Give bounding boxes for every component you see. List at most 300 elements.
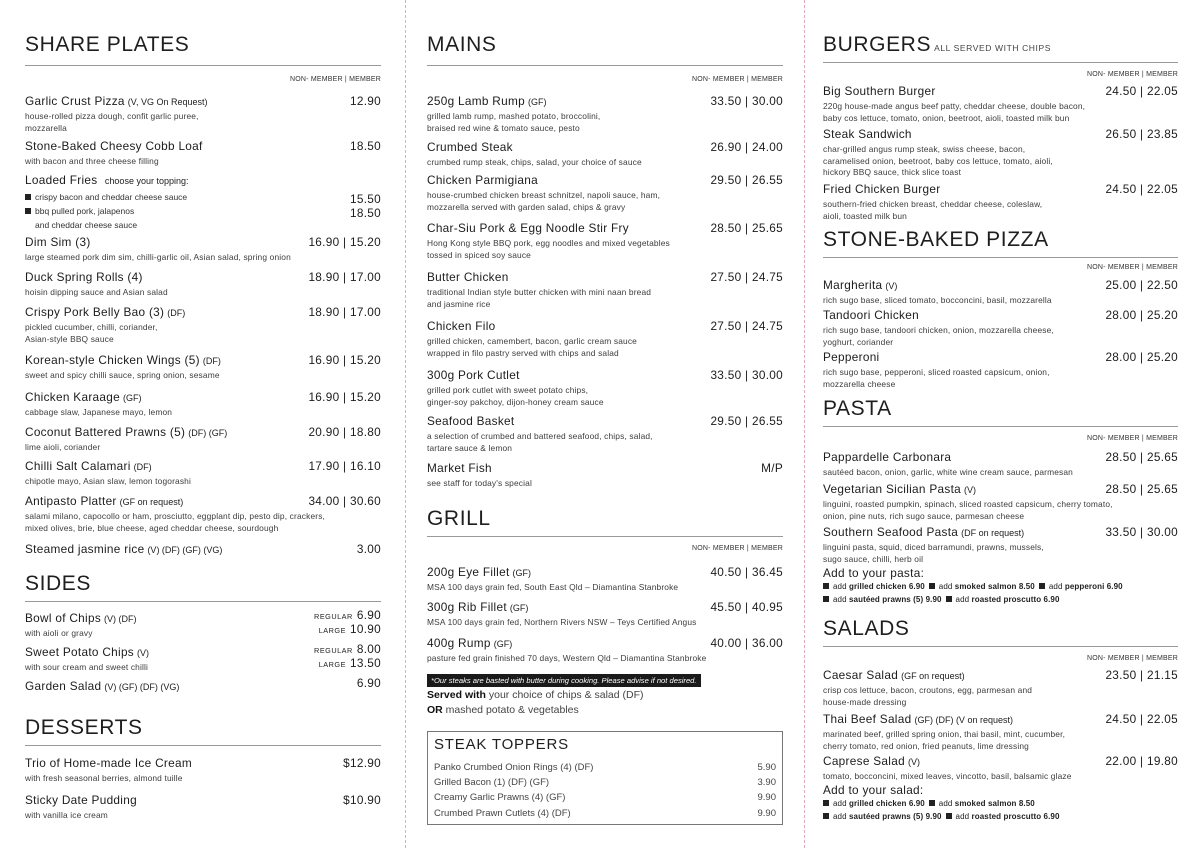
item-price: 18.50 bbox=[349, 139, 381, 153]
section-rule bbox=[25, 601, 381, 602]
item-price: 33.50 | 30.00 bbox=[710, 94, 783, 108]
addon-option bbox=[929, 582, 1035, 591]
item-price: 20.90 | 18.80 bbox=[308, 425, 381, 439]
size-price bbox=[314, 657, 381, 671]
menu-item bbox=[427, 92, 783, 133]
item-name: Garlic Crust Pizza bbox=[25, 94, 125, 108]
item-description: aioli, toasted milk bun bbox=[823, 210, 907, 221]
menu-item bbox=[427, 317, 783, 358]
dietary-tag: (V) bbox=[885, 281, 898, 291]
item-price: 29.50 | 26.55 bbox=[710, 173, 783, 187]
burgers-header bbox=[823, 33, 1178, 60]
menu-item-title bbox=[823, 448, 951, 466]
item-price: 13.50 bbox=[349, 656, 381, 670]
dietary-tag: (GF) bbox=[123, 393, 142, 403]
side-item bbox=[25, 677, 381, 695]
menu-item-row bbox=[823, 480, 1178, 498]
menu-item-row bbox=[25, 492, 381, 510]
item-price: 15.50 bbox=[349, 192, 381, 206]
option-label: bbq pulled pork, jalapenos bbox=[35, 206, 135, 216]
menu-item bbox=[25, 457, 381, 487]
item-price: 33.50 | 30.00 bbox=[710, 368, 783, 382]
menu-item-title bbox=[427, 138, 513, 156]
bullet-icon bbox=[946, 813, 952, 819]
bullet-icon bbox=[929, 800, 935, 806]
item-description: traditional Indian style butter chicken with mini naan bread bbox=[427, 287, 652, 297]
menu-item bbox=[427, 366, 783, 407]
item-description: pasture fed grain finished 70 days, Western Qld – Diamantina Stanbroke bbox=[427, 653, 707, 663]
item-name: Char-Siu Pork & Egg Noodle Stir Fry bbox=[427, 221, 629, 235]
menu-item bbox=[25, 492, 381, 533]
bullet-icon bbox=[823, 596, 829, 602]
topper-name: Grilled Bacon (1) (DF) (GF) bbox=[434, 777, 550, 789]
dietary-tag: (DF) (GF) bbox=[188, 428, 228, 438]
item-price: 25.00 | 22.50 bbox=[1105, 278, 1178, 292]
dietary-tag: (DF) bbox=[202, 356, 221, 366]
item-name: Trio of Home-made Ice Cream bbox=[25, 756, 192, 770]
menu-item bbox=[427, 459, 783, 489]
menu-item-title bbox=[25, 268, 143, 286]
option-label: and cheddar cheese sauce bbox=[35, 220, 138, 230]
item-name: Seafood Basket bbox=[427, 414, 515, 428]
item-description: caramelised onion, beetroot, baby cos lettuce, tomato, aioli, bbox=[823, 155, 1053, 166]
dietary-tag: (DF) bbox=[167, 308, 186, 318]
item-price: 18.90 | 17.00 bbox=[308, 270, 381, 284]
loaded-fries-option bbox=[25, 192, 381, 206]
topper-name: Panko Crumbed Onion Rings (4) (DF) bbox=[434, 762, 594, 773]
item-name: Fried Chicken Burger bbox=[823, 182, 941, 196]
menu-item bbox=[823, 523, 1178, 564]
loaded-fries-option bbox=[25, 206, 381, 220]
item-price: 28.00 | 25.20 bbox=[1105, 308, 1178, 322]
addon-verb: add bbox=[833, 595, 847, 604]
item-description: Asian-style BBQ sauce bbox=[25, 333, 114, 344]
menu-item bbox=[823, 125, 1178, 178]
section-rule bbox=[823, 257, 1178, 258]
topper-row bbox=[434, 806, 776, 821]
menu-item bbox=[823, 752, 1178, 782]
item-description: large steamed pork dim sim, chilli-garlic oil, Asian salad, spring onion bbox=[25, 252, 291, 262]
bullet-icon bbox=[1039, 583, 1045, 589]
item-description: mozzarella served with garden salad, chips & gravy bbox=[427, 201, 626, 212]
menu-item-title bbox=[427, 219, 629, 237]
addon-line bbox=[823, 593, 1178, 606]
item-price: 18.90 | 17.00 bbox=[308, 305, 381, 319]
menu-item-title bbox=[25, 92, 208, 110]
item-description: with sour cream and sweet chilli bbox=[25, 662, 149, 672]
side-row bbox=[25, 643, 381, 673]
menu-item-row bbox=[25, 351, 381, 369]
served-with-label: Served with bbox=[427, 689, 486, 701]
item-name: Garden Salad bbox=[25, 679, 102, 693]
menu-item-title bbox=[25, 351, 221, 369]
dietary-tag: (GF on request) bbox=[901, 671, 965, 681]
dietary-tag: (V) (GF) (DF) (VG) bbox=[104, 682, 180, 692]
item-description: linguini, roasted pumpkin, spinach, sliced roasted capsicum, cherry tomato, bbox=[823, 499, 1113, 509]
menu-item-row bbox=[427, 219, 783, 237]
item-description: wrapped in filo pastry served with chips and salad bbox=[427, 347, 619, 358]
menu-item-row bbox=[823, 306, 1178, 324]
section-title-sides: SIDES bbox=[25, 572, 92, 595]
section-title-burgers: BURGERS bbox=[823, 33, 932, 56]
item-price: 40.00 | 36.00 bbox=[710, 636, 783, 650]
desserts-header bbox=[25, 716, 381, 740]
menu-item-title bbox=[25, 423, 227, 441]
loaded-fries-item bbox=[25, 171, 381, 230]
item-name: 400g Rump bbox=[427, 636, 491, 650]
topper-row bbox=[434, 790, 776, 805]
item-description: house-made dressing bbox=[823, 696, 907, 707]
item-price: 16.90 | 15.20 bbox=[308, 353, 381, 367]
member-price-header: NON- MEMBER | MEMBER bbox=[1087, 655, 1178, 662]
item-description: mozzarella bbox=[25, 122, 67, 133]
menu-item-title bbox=[823, 480, 976, 498]
menu-item bbox=[427, 563, 783, 593]
pasta-addons-title: Add to your pasta: bbox=[823, 566, 925, 580]
section-title-pizza: STONE-BAKED PIZZA bbox=[823, 228, 1049, 251]
item-name: 200g Eye Fillet bbox=[427, 565, 510, 579]
item-price: 16.90 | 15.20 bbox=[308, 390, 381, 404]
menu-item-row bbox=[823, 448, 1178, 466]
item-price: 8.00 bbox=[356, 642, 381, 656]
section-rule bbox=[823, 646, 1178, 647]
section-rule bbox=[427, 536, 783, 537]
menu-item bbox=[823, 710, 1178, 751]
item-price: 26.50 | 23.85 bbox=[1105, 127, 1178, 141]
addon-option bbox=[823, 582, 925, 591]
item-name: Sticky Date Pudding bbox=[25, 793, 137, 807]
addon-line bbox=[823, 580, 1178, 593]
item-description: hoisin dipping sauce and Asian salad bbox=[25, 287, 168, 297]
topper-row bbox=[434, 775, 776, 790]
menu-item bbox=[25, 351, 381, 381]
topper-price: 9.90 bbox=[757, 792, 776, 804]
item-description: baby cos lettuce, tomato, onion, beetroot, aioli, toasted milk bun bbox=[823, 112, 1070, 123]
size-label: LARGE bbox=[318, 626, 346, 635]
addon-option bbox=[946, 812, 1060, 821]
menu-item-row bbox=[25, 92, 381, 110]
member-price-header: NON- MEMBER | MEMBER bbox=[692, 545, 783, 552]
item-description: mixed olives, brie, blue cheese, aged cheddar cheese, sourdough bbox=[25, 522, 279, 533]
item-name: Market Fish bbox=[427, 461, 492, 475]
item-description: tossed in spiced soy sauce bbox=[427, 249, 531, 260]
menu-item-title bbox=[427, 459, 492, 477]
menu-item bbox=[427, 634, 783, 664]
menu-item-row bbox=[427, 317, 783, 335]
item-price: 33.50 | 30.00 bbox=[1105, 525, 1178, 539]
item-description: cabbage slaw, Japanese mayo, lemon bbox=[25, 407, 173, 417]
dietary-tag: (V) (DF) (GF) (VG) bbox=[147, 545, 223, 555]
size-label: REGULAR bbox=[314, 612, 353, 621]
item-description: house-rolled pizza dough, confit garlic puree, bbox=[25, 111, 199, 121]
member-price-header: NON- MEMBER | MEMBER bbox=[290, 76, 381, 83]
item-name: Chicken Karaage bbox=[25, 390, 120, 404]
item-price: 40.50 | 36.45 bbox=[710, 565, 783, 579]
topper-name: Creamy Garlic Prawns (4) (GF) bbox=[434, 792, 566, 804]
bullet-icon bbox=[946, 596, 952, 602]
addon-verb: add bbox=[833, 812, 847, 821]
menu-item-title bbox=[823, 348, 879, 366]
menu-item-row bbox=[427, 366, 783, 384]
section-title-grill: GRILL bbox=[427, 507, 491, 530]
topper-price: 3.90 bbox=[757, 777, 776, 789]
item-price: 28.50 | 25.65 bbox=[1105, 450, 1178, 464]
dessert-row bbox=[25, 793, 381, 807]
item-name: Coconut Battered Prawns (5) bbox=[25, 425, 186, 439]
addon-item: roasted proscutto 6.90 bbox=[971, 595, 1060, 604]
item-description: tartare sauce & lemon bbox=[427, 442, 513, 453]
side-title bbox=[25, 643, 149, 661]
menu-item-title bbox=[427, 92, 546, 110]
item-description: rich sugo base, tandoori chicken, onion, mozzarella cheese, bbox=[823, 325, 1054, 335]
bullet-icon bbox=[25, 208, 31, 214]
item-price: 22.00 | 19.80 bbox=[1105, 754, 1178, 768]
dessert-item bbox=[25, 756, 381, 784]
item-price: 24.50 | 22.05 bbox=[1105, 182, 1178, 196]
dietary-tag: (GF) bbox=[512, 568, 532, 578]
menu-item bbox=[25, 303, 381, 344]
member-price-header: NON- MEMBER | MEMBER bbox=[1087, 264, 1178, 271]
item-description: a selection of crumbed and battered seafood, chips, salad, bbox=[427, 431, 653, 441]
dietary-tag: (V, VG On Request) bbox=[127, 97, 208, 107]
menu-item bbox=[25, 92, 381, 133]
item-name: Steak Sandwich bbox=[823, 127, 912, 141]
menu-item bbox=[427, 412, 783, 453]
addon-verb: add bbox=[938, 582, 953, 591]
menu-item-row bbox=[25, 303, 381, 321]
menu-item bbox=[25, 388, 381, 418]
item-description: crumbed rump steak, chips, salad, your choice of sauce bbox=[427, 157, 642, 167]
item-description: braised red wine & tomato sauce, pesto bbox=[427, 122, 580, 133]
item-name: Pappardelle Carbonara bbox=[823, 450, 952, 464]
item-price: 6.90 bbox=[356, 676, 381, 690]
item-description: sugo sauce, chilli, herb oil bbox=[823, 553, 924, 564]
item-description: house-crumbed chicken breast schnitzel, napoli sauce, ham, bbox=[427, 190, 661, 200]
item-name: 300g Rib Fillet bbox=[427, 600, 507, 614]
item-name: Caesar Salad bbox=[823, 668, 899, 682]
menu-item-row bbox=[823, 710, 1178, 728]
item-description: Hong Kong style BBQ pork, egg noodles and mixed vegetables bbox=[427, 238, 670, 248]
addon-item: sautéed prawns (5) 9.90 bbox=[848, 812, 942, 821]
menu-item bbox=[823, 82, 1178, 123]
menu-item-title bbox=[823, 710, 1013, 728]
menu-item-row bbox=[823, 82, 1178, 100]
item-price: 28.50 | 25.65 bbox=[1105, 482, 1178, 496]
member-price-header: NON- MEMBER | MEMBER bbox=[1087, 435, 1178, 442]
menu-item-row bbox=[427, 459, 783, 477]
item-name: Dim Sim (3) bbox=[25, 235, 91, 249]
item-name: Korean-style Chicken Wings (5) bbox=[25, 353, 200, 367]
item-description: crisp cos lettuce, bacon, croutons, egg, parmesan and bbox=[823, 685, 1033, 695]
section-rule bbox=[823, 426, 1178, 427]
menu-item-row bbox=[427, 171, 783, 189]
menu-item-title bbox=[25, 492, 183, 510]
item-name: Crispy Pork Belly Bao (3) bbox=[25, 305, 165, 319]
addon-item: roasted proscutto 6.90 bbox=[971, 812, 1060, 821]
salad-addons bbox=[823, 783, 1178, 823]
member-price-header: NON- MEMBER | MEMBER bbox=[692, 76, 783, 83]
item-price: 28.50 | 25.65 bbox=[710, 221, 783, 235]
item-price: 29.50 | 26.55 bbox=[710, 414, 783, 428]
item-description: hickory BBQ sauce, thick slice toast bbox=[823, 167, 962, 178]
menu-item bbox=[427, 219, 783, 260]
item-price: 23.50 | 21.15 bbox=[1105, 668, 1178, 682]
side-left bbox=[25, 643, 149, 673]
menu-item-row bbox=[823, 180, 1178, 198]
item-description: lime aioli, coriander bbox=[25, 442, 101, 452]
topper-name: Crumbed Prawn Cutlets (4) (DF) bbox=[434, 807, 571, 819]
menu-item-title bbox=[823, 82, 936, 100]
dessert-item bbox=[25, 793, 381, 821]
item-name: Chicken Parmigiana bbox=[427, 173, 538, 187]
item-description: rich sugo base, pepperoni, sliced roasted capsicum, onion, bbox=[823, 367, 1050, 377]
size-price bbox=[314, 609, 381, 623]
side-left bbox=[25, 609, 137, 639]
section-rule bbox=[823, 62, 1178, 63]
bullet-icon bbox=[823, 813, 829, 819]
item-name: Pepperoni bbox=[823, 350, 880, 364]
item-description: marinated beef, grilled spring onion, thai basil, mint, cucumber, bbox=[823, 729, 1066, 739]
item-name: 250g Lamb Rump bbox=[427, 94, 525, 108]
column-divider-left bbox=[405, 0, 406, 848]
menu-item-row bbox=[427, 412, 783, 430]
menu-item-row bbox=[25, 540, 381, 558]
item-name: Loaded Fries bbox=[25, 173, 98, 187]
addon-verb: add bbox=[833, 582, 847, 591]
menu-item-title bbox=[823, 306, 919, 324]
item-description: southern-fried chicken breast, cheddar cheese, coleslaw, bbox=[823, 199, 1043, 209]
item-description: sautéed bacon, onion, garlic, white wine cream sauce, parmesan bbox=[823, 467, 1073, 477]
grill-note bbox=[427, 670, 783, 688]
item-description: chipotle mayo, Asian slaw, lemon togorashi bbox=[25, 476, 191, 486]
menu-item-row bbox=[427, 138, 783, 156]
menu-item bbox=[25, 233, 381, 263]
addon-option bbox=[823, 595, 942, 604]
burgers-subtitle: ALL SERVED WITH CHIPS bbox=[934, 43, 1052, 53]
menu-item bbox=[823, 306, 1178, 347]
menu-item-title bbox=[25, 137, 203, 155]
salads-header bbox=[823, 617, 1178, 641]
menu-item bbox=[25, 137, 381, 167]
menu-item bbox=[427, 138, 783, 168]
sides-header bbox=[25, 572, 381, 596]
item-price: 28.00 | 25.20 bbox=[1105, 350, 1178, 364]
addon-item: smoked salmon 8.50 bbox=[954, 582, 1035, 591]
menu-item bbox=[427, 171, 783, 212]
item-name: Crumbed Steak bbox=[427, 140, 513, 154]
item-description: onion, pine nuts, rich sugo sauce, parmesan cheese bbox=[823, 510, 1025, 521]
item-description: rich sugo base, sliced tomato, bocconcini, basil, mozzarella bbox=[823, 295, 1052, 305]
menu-item-row bbox=[25, 388, 381, 406]
size-label: LARGE bbox=[318, 660, 346, 669]
side-title bbox=[25, 677, 179, 695]
item-name: Caprese Salad bbox=[823, 754, 905, 768]
dietary-tag: (V) (DF) bbox=[104, 614, 137, 624]
item-description: grilled pork cutlet with sweet potato chips, bbox=[427, 385, 589, 395]
side-prices bbox=[314, 643, 381, 671]
bullet-icon bbox=[823, 800, 829, 806]
topper-price: 5.90 bbox=[757, 762, 776, 773]
column-divider-right bbox=[804, 0, 805, 848]
item-name: Bowl of Chips bbox=[25, 611, 102, 625]
item-name: Antipasto Platter bbox=[25, 494, 117, 508]
item-description: sweet and spicy chilli sauce, spring onion, sesame bbox=[25, 370, 220, 380]
dietary-tag: (GF) (DF) (V on request) bbox=[914, 715, 1013, 725]
menu-item-row bbox=[25, 423, 381, 441]
menu-item-row bbox=[823, 666, 1178, 684]
dietary-tag: (DF on request) bbox=[961, 528, 1025, 538]
pasta-addons-list bbox=[823, 580, 1178, 606]
menu-item bbox=[823, 276, 1178, 306]
dietary-tag: (GF) bbox=[509, 603, 529, 613]
addon-verb: add bbox=[955, 812, 970, 821]
item-name: Big Southern Burger bbox=[823, 84, 936, 98]
steak-toppers-title: STEAK TOPPERS bbox=[434, 736, 569, 753]
menu-item-row bbox=[427, 598, 783, 616]
addon-item: grilled chicken 6.90 bbox=[848, 799, 925, 808]
item-name: Vegetarian Sicilian Pasta bbox=[823, 482, 962, 496]
section-rule bbox=[427, 65, 783, 66]
addon-item: smoked salmon 8.50 bbox=[954, 799, 1035, 808]
dessert-row bbox=[25, 756, 381, 770]
item-price: 34.00 | 30.60 bbox=[308, 494, 381, 508]
menu-item-row bbox=[823, 752, 1178, 770]
item-name: Thai Beef Salad bbox=[823, 712, 912, 726]
item-price: 12.90 bbox=[349, 94, 381, 108]
option-label: crispy bacon and cheddar cheese sauce bbox=[35, 192, 188, 202]
addon-item: sautéed prawns (5) 9.90 bbox=[848, 595, 942, 604]
item-description: char-grilled angus rump steak, swiss cheese, bacon, bbox=[823, 144, 1026, 154]
item-description: linguini pasta, squid, diced barramundi, prawns, mussels, bbox=[823, 542, 1044, 552]
addon-item: grilled chicken 6.90 bbox=[848, 582, 925, 591]
item-description: and jasmine rice bbox=[427, 298, 491, 309]
menu-item-title bbox=[823, 523, 1024, 541]
dietary-tag: (GF on request) bbox=[119, 497, 184, 507]
menu-item-row bbox=[427, 268, 783, 286]
item-price: 24.50 | 22.05 bbox=[1105, 712, 1178, 726]
item-price: $12.90 bbox=[343, 756, 381, 770]
served-with bbox=[427, 688, 783, 718]
menu-item-title bbox=[823, 125, 912, 143]
item-note: choose your topping: bbox=[104, 176, 189, 186]
served-with-text: your choice of chips & salad (DF) bbox=[485, 689, 644, 701]
bullet-icon bbox=[929, 583, 935, 589]
item-price: 17.90 | 16.10 bbox=[308, 459, 381, 473]
item-description: with aioli or gravy bbox=[25, 628, 93, 638]
item-description: 220g house-made angus beef patty, cheddar cheese, double bacon, bbox=[823, 101, 1086, 111]
item-description: grilled lamb rump, mashed potato, broccolini, bbox=[427, 111, 601, 121]
pasta-addons bbox=[823, 566, 1178, 606]
or-label: OR bbox=[427, 704, 443, 716]
salad-addons-title: Add to your salad: bbox=[823, 783, 924, 797]
menu-item bbox=[427, 268, 783, 309]
section-title-salads: SALADS bbox=[823, 617, 910, 640]
menu-item-title bbox=[427, 563, 531, 581]
menu-item-row bbox=[823, 348, 1178, 366]
menu-item-title bbox=[823, 666, 965, 684]
addon-option bbox=[946, 595, 1060, 604]
menu-item-title bbox=[823, 180, 940, 198]
size-price bbox=[357, 677, 381, 689]
item-description: yoghurt, coriander bbox=[823, 336, 894, 347]
item-description: ginger-soy pakchoy, dijon-honey cream sauce bbox=[427, 396, 604, 407]
menu-item-title bbox=[427, 634, 512, 652]
addon-option bbox=[1039, 582, 1123, 591]
section-title-mains: MAINS bbox=[427, 33, 497, 56]
mains-header bbox=[427, 33, 783, 57]
item-price: 27.50 | 24.75 bbox=[710, 319, 783, 333]
menu-item-title bbox=[25, 457, 152, 475]
